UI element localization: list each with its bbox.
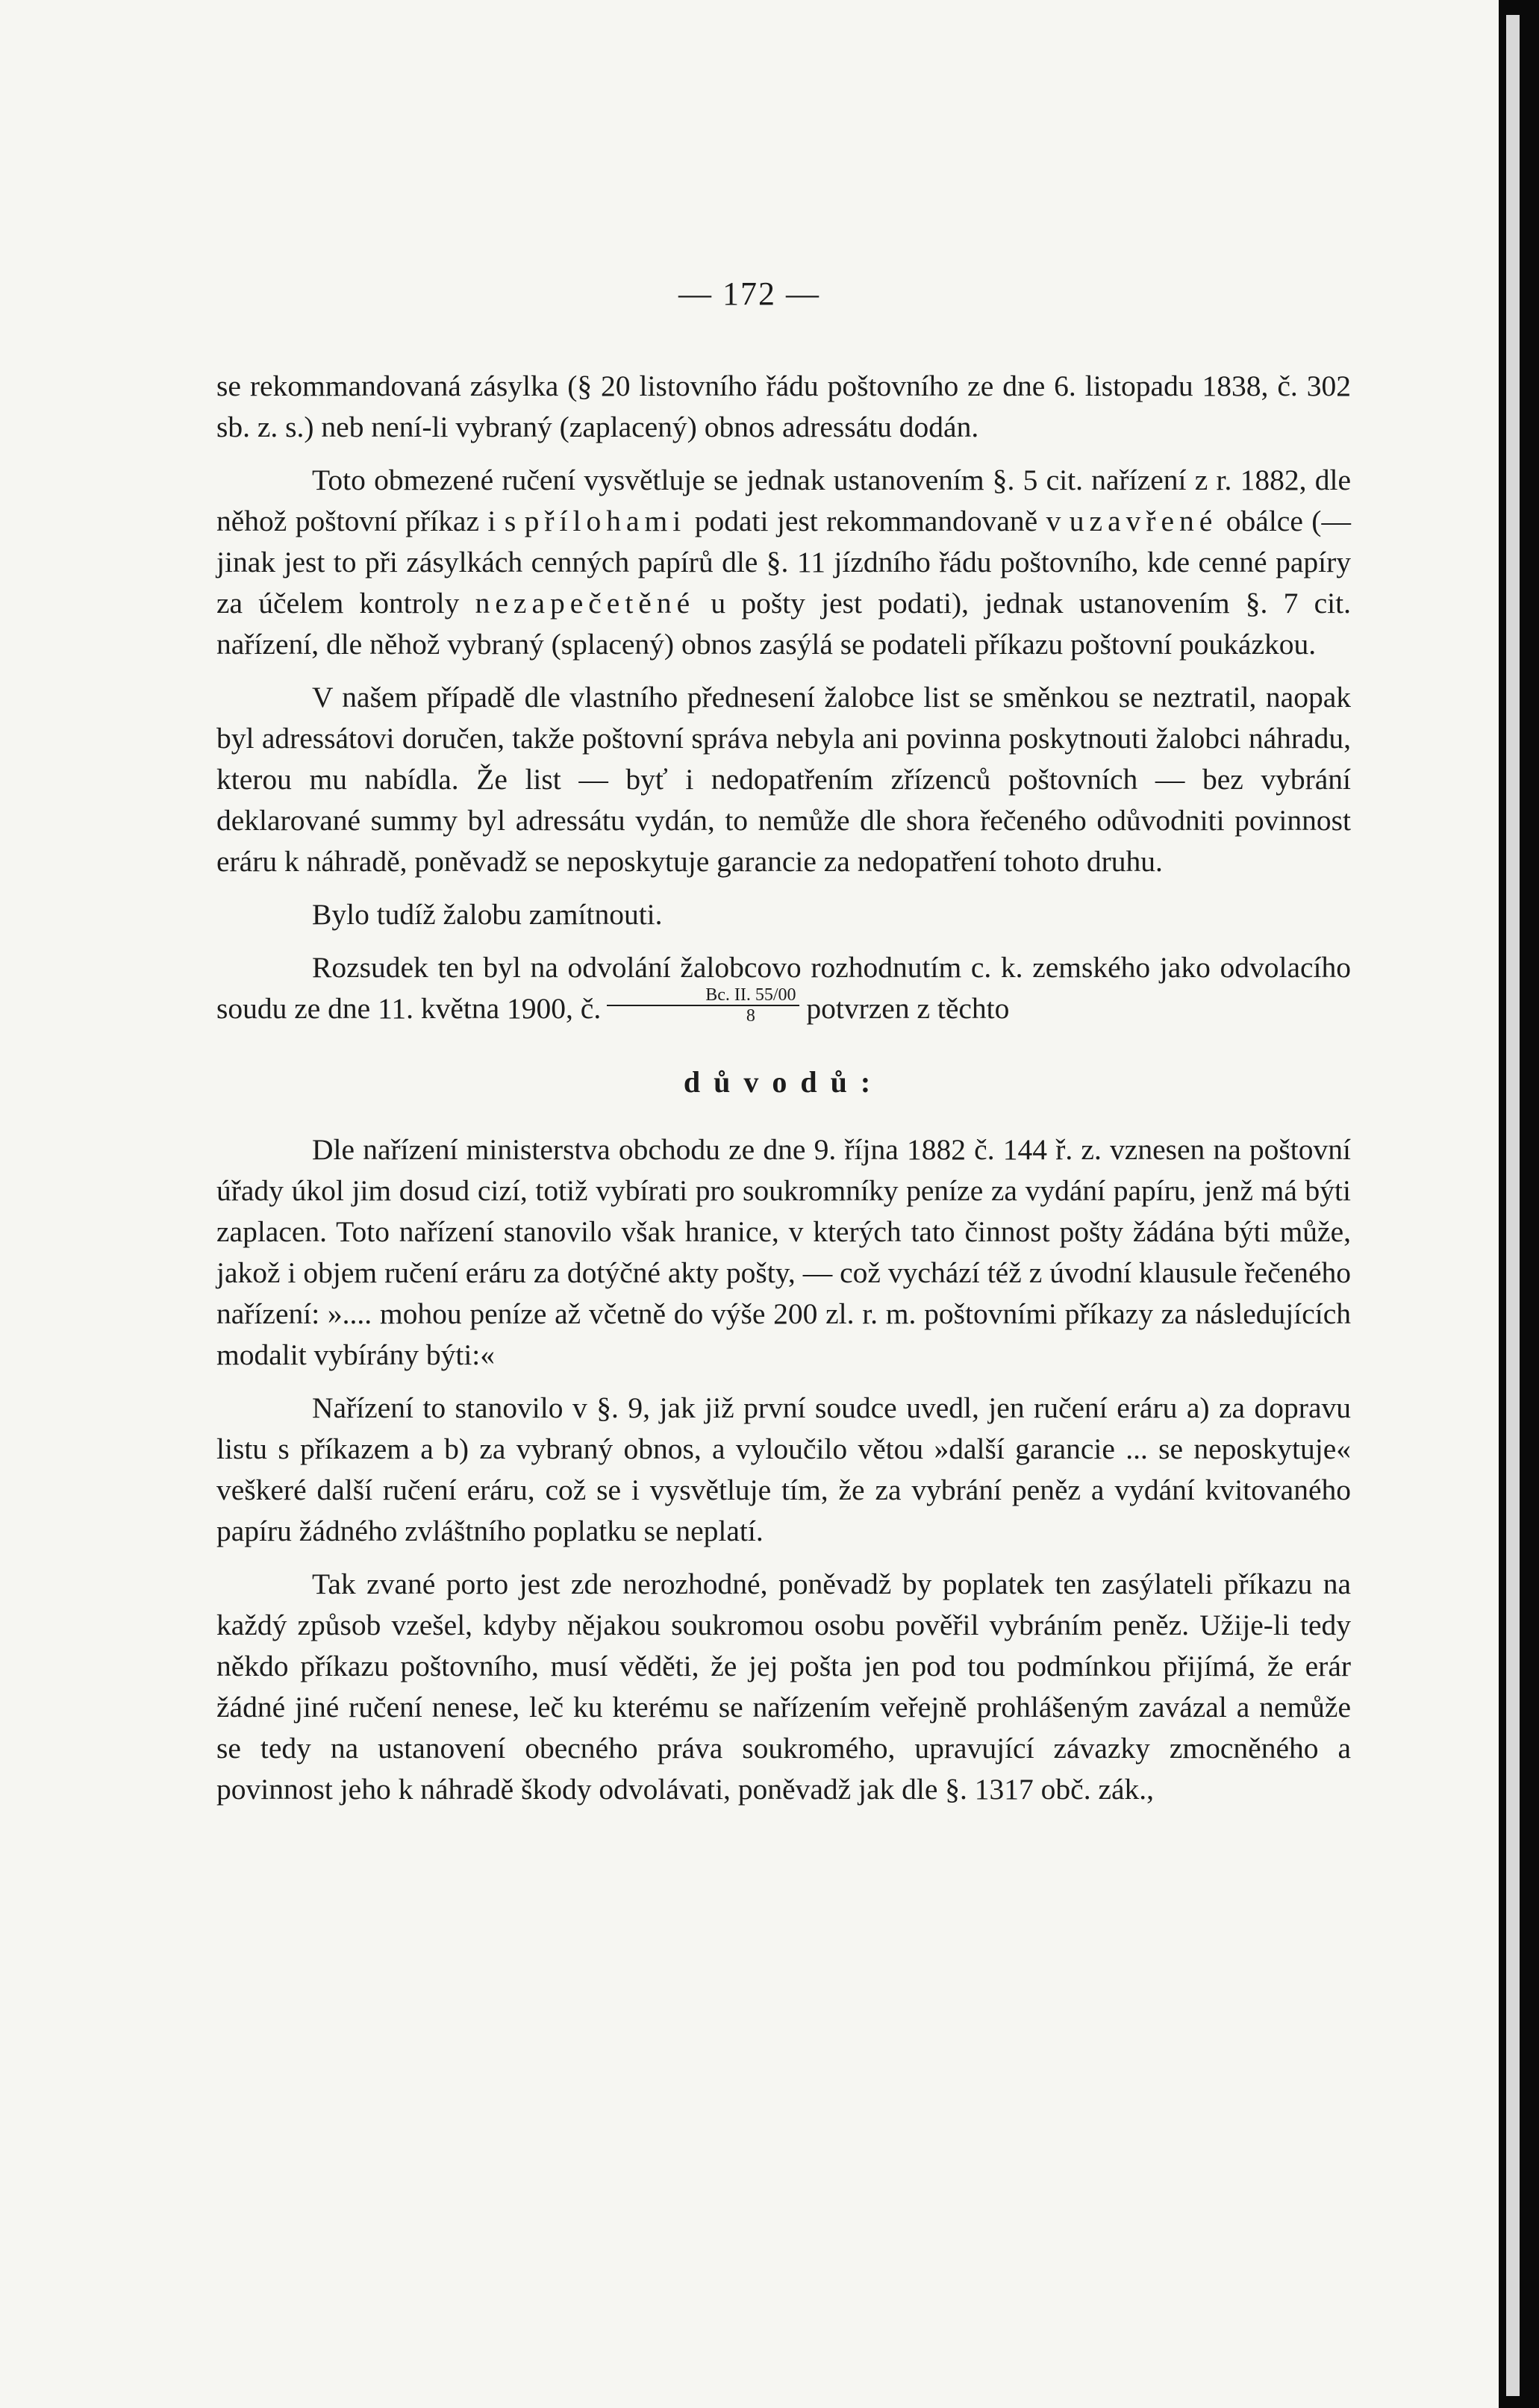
paragraph-2-emphasis-1: přílohami	[524, 505, 687, 537]
case-number-numerator: Bc. II. 55/00	[607, 985, 799, 1006]
paragraph-6: Dle nařízení ministerstva obchodu ze dne 9. října 1882 č. 144 ř. z. vznesen na poštovní úřady úkol jim dosud cizí, totiž vybírati pro soukromníky peníze za vydání papíru, jenž má býti zaplacen. Toto nařízení stanovilo však hranice, v kterých tato činnost pošty žádána býti může, jakož i objem ručení eráru za dotýčné akty pošty, — což vychází též z úvodní klausule řečeného nařízení: ».... mohou peníze až včetně do výše 200 zl. r. m. poštovními příkazy za následujících modalit vybírány býti:«	[216, 1132, 1351, 1371]
scan-edge	[1499, 0, 1539, 2408]
paragraph-2-text-2: podati jest rekommandovaně v	[686, 505, 1070, 537]
paragraph-3: V našem případě dle vlastního přednesení žalobce list se směnkou se neztratil, naopak byl adressátovi doručen, takže poštovní správa nebyla ani povinna poskytnouti žalobci náhradu, kterou mu nabídla. Že list — byť i nedopatřením zřízenců poštovních — bez vybrání deklarované summy byl adressátu vydán, to nemůže dle shora řečeného odůvodniti povinnost eráru k náhradě, poněvadž se neposkytuje garancie za nedopatření tohoto druhu.	[216, 681, 1351, 878]
paragraph-2-text-1: Toto obmezené ručení vysvětluje se jednak ustanovením §. 5 cit. nařízení z r. 1882, dle něhož poštovní příkaz i s	[216, 464, 1351, 537]
section-heading: důvodů:	[683, 1064, 884, 1099]
paragraph-1: se rekommandovaná zásylka (§ 20 listovního řádu poštovního ze dne 6. listopadu 1838, č. 302 sb. z. s.) neb není-li vybraný (zaplacený) obnos adressátu dodán.	[216, 369, 1351, 443]
page-number: — 172 —	[678, 275, 820, 312]
paragraph-5	[216, 947, 1351, 1032]
paragraph-8: Tak zvané porto jest zde nerozhodné, poněvadž by poplatek ten zasýlateli příkazu na každý způsob vzešel, kdyby nějakou soukromou osobu pověřil vybráním peněz. Užije-li tedy někdo příkazu poštovního, musí věděti, že jej pošta jen pod tou podmínkou přijímá, že erár žádné jiné ručení nenese, leč ku kterému se nařízením veřejně prohlášeným zavázal a nemůže se tedy na ustanovení obecného práva soukromého, upravující závazky zmocněného a povinnost jeho k náhradě škody odvolávati, poněvadž jak dle §. 1317 obč. zák.,	[216, 1567, 1351, 1806]
paragraph-2-emphasis-2: uzavřené	[1069, 505, 1218, 537]
page-body	[216, 366, 1351, 1822]
paragraph-2-text-3: obálce (— jinak jest to při zásylkách cenných papírů dle §. 11 jízdního řádu poštovního, kde cenné papíry za účelem kontroly	[216, 505, 1351, 620]
paragraph-2-emphasis-3: nezapečetěné	[475, 587, 696, 620]
paragraph-2-text-4: u pošty jest podati), jednak ustanovením §. 7 cit. nařízení, dle něhož vybraný (splacený) obnos zasýlá se podateli příkazu poštovní poukázkou.	[216, 587, 1351, 661]
paragraph-7: Nařízení to stanovilo v §. 9, jak již první soudce uvedl, jen ručení eráru a) za dopravu listu s příkazem a b) za vybraný obnos, a vyloučilo větou »další garancie ... se neposkytuje« veškeré další ručení eráru, což se i vysvětluje tím, že za vybrání peněz a vydání kvitovaného papíru žádného zvláštního poplatku se neplatí.	[216, 1391, 1351, 1547]
case-number-denominator: 8	[746, 1005, 755, 1026]
paragraph-4: Bylo tudíž žalobu zamítnouti.	[312, 898, 663, 931]
scan-edge-highlight	[1506, 15, 1520, 2396]
paragraph-5-text-after: potvrzen z těchto	[799, 992, 1010, 1025]
paragraph-2	[216, 460, 1351, 665]
paragraph-5-text-before: Rozsudek ten byl na odvolání žalobcovo rozhodnutím c. k. zemského jako odvolacího soudu ze dne 11. května 1900, č.	[216, 951, 1351, 1025]
case-number-fraction	[607, 985, 799, 1026]
